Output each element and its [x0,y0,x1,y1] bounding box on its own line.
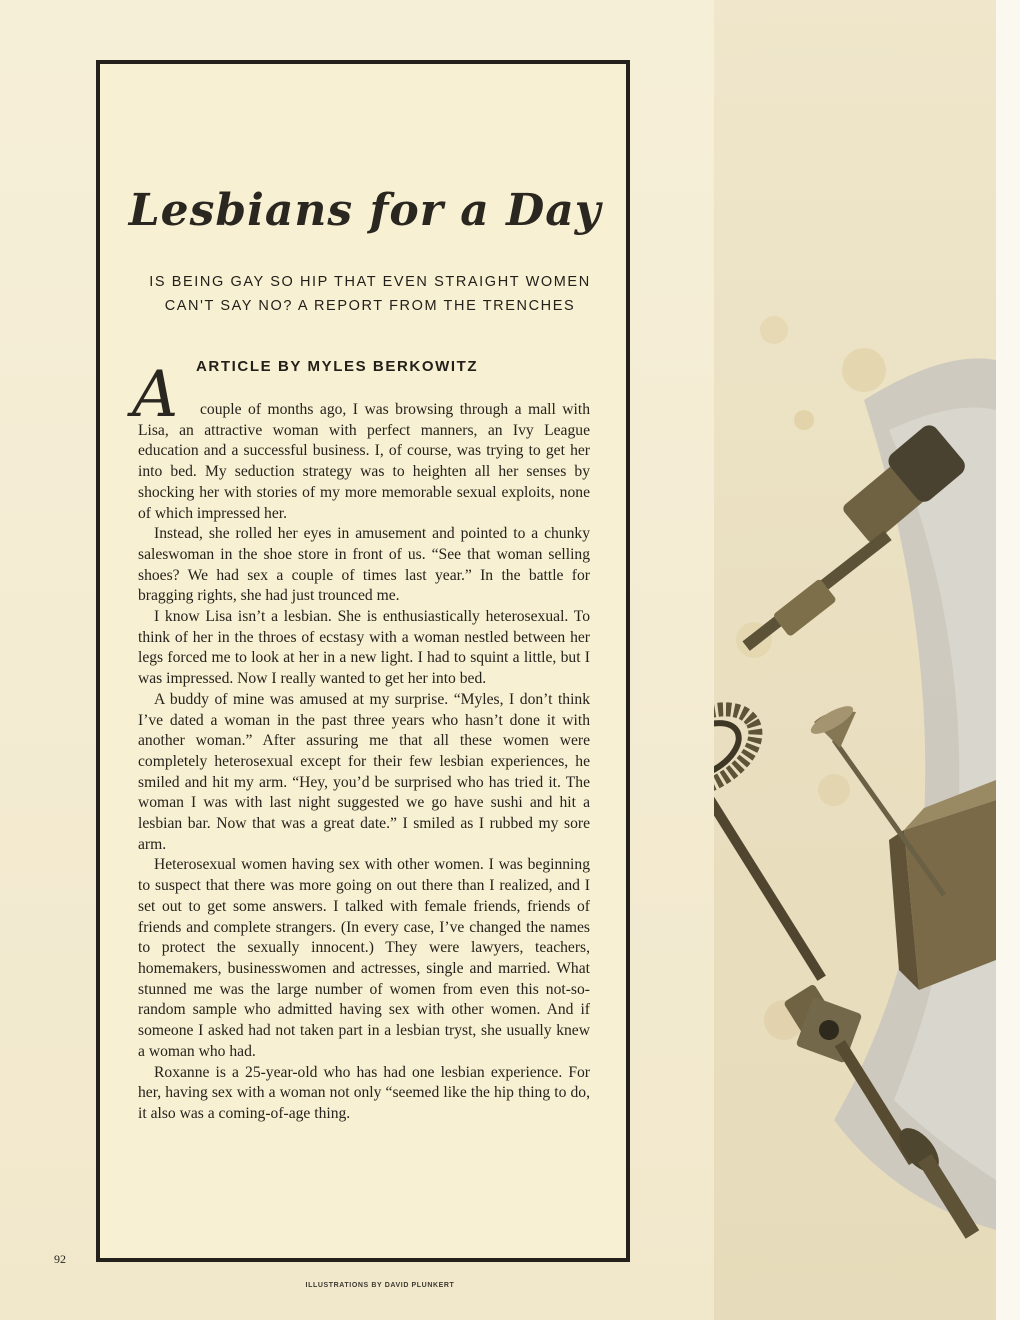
paragraph: Instead, she rolled her eyes in amusement and pointed to a chunky saleswoman in the shoe store in front of us. “See that woman selling shoes? We had sex a couple of times last year.” In the battle for bragging rights, she had just trounced me. [138,525,590,605]
illustration-panel [714,0,996,1320]
page-number: 92 [54,1252,66,1266]
article-body [138,400,590,1125]
gear-icon [714,693,769,808]
paragraph: I know Lisa isn’t a lesbian. She is enthusiastically heterosexual. To think of her in the throes of ecstasy with a woman nestled between her legs forced me to look at her in a new light. I had to squint a little, but I was impressed. Now I really wanted to get her into bed. [138,608,590,688]
illustration-credit: ILLUSTRATIONS BY DAVID PLUNKERT [305,1282,455,1289]
mechanical-arm-illustration [714,0,996,1320]
article-title: Lesbians for a Day [128,185,602,236]
page-edge [996,0,1020,1320]
paragraph: couple of months ago, I was browsing through a mall with Lisa, an attractive woman with perfect manners, an Ivy League education and a successful business. I, of course, was trying to get her into bed. My seduction strategy was to heighten all her senses by shocking her with stories of my more memorable sexual exploits, none of which impressed her. [138,401,590,522]
drop-cap: A [132,358,179,432]
paragraph: A buddy of mine was amused at my surprise. “Myles, I don’t think I’ve dated a woman in the past three years who hasn’t done it with another woman.” After assuring me that all these women were completely heterosexual except for their few lesbian experiences, he smiled and hit my arm. “Hey, you’d be surprised who has tried it. The woman I was with last night suggested we go have sushi and hit a lesbian bar. Now that was a great date.” I smiled as I rubbed my sore arm. [138,690,590,853]
wooden-box-icon [889,780,996,990]
article-dek: IS BEING GAY SO HIP THAT EVEN STRAIGHT WOMEN CAN'T SAY NO? A REPORT FROM THE TRENCHES [149,274,591,314]
article-byline: ARTICLE BY MYLES BERKOWITZ [196,358,479,375]
paragraph: Heterosexual women having sex with other women. I was beginning to suspect that there was more going on out there than I realized, and I set out to get some answers. I talked with female friends, friends of friends and complete strangers. (In every case, I’ve changed the names to protect the sexually innocent.) They were lawyers, teachers, homemakers, businesswomen and actresses, single and married. What stunned me was the large number of women from even this not-so-random sample who admitted having sex with other women. And if someone I asked had not taken part in a lesbian tryst, she usually knew a woman who had. [138,856,590,1060]
paragraph: Roxanne is a 25-year-old who has had one lesbian experience. For her, having sex with a woman not only “seemed like the hip thing to do, it also was a coming-of-age thing. [138,1063,590,1122]
